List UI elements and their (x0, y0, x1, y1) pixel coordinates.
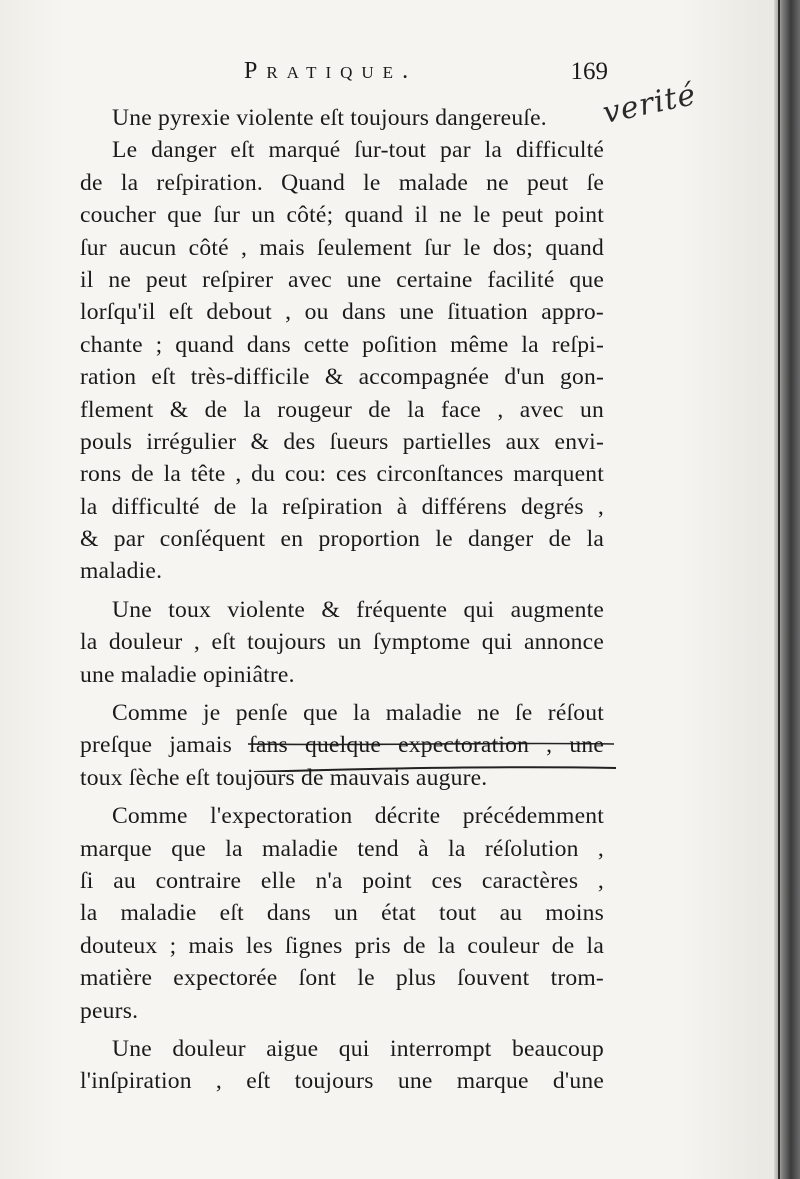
text-line: rons de la tête , du cou: ces circonſtances marquent (80, 461, 604, 488)
running-header (244, 58, 608, 94)
text-line: coucher que ſur un côté; quand il ne le peut point (80, 202, 604, 229)
page-number: 169 (570, 58, 608, 85)
text-line: lorſqu'il eſt debout , ou dans une ſituation appro- (80, 299, 604, 326)
text-line: la douleur , eſt toujours un ſymptome qui annonce (80, 629, 604, 656)
text-line: Une pyrexie violente eſt toujours dangereuſe. (112, 105, 547, 131)
text-line: la difficulté de la reſpiration à différens degrés , (80, 493, 604, 520)
text-line: toux ſèche eſt toujours de mauvais augure. (80, 764, 488, 791)
text-line: une maladie opiniâtre. (80, 661, 295, 688)
text-line: Le danger eſt marqué ſur-tout par la difficulté (112, 137, 604, 164)
text-line: il ne peut reſpirer avec une certaine facilité que (80, 266, 604, 293)
text-line: Une toux violente & fréquente qui augmente (112, 596, 604, 623)
text-line: pouls irrégulier & des ſueurs partielles aux envi- (80, 428, 604, 455)
text-line: maladie. (80, 558, 163, 585)
margin-note-text: verité (599, 77, 700, 131)
text-line: Une douleur aigue qui interrompt beaucoup (112, 1035, 604, 1062)
text-line: de la reſpiration. Quand le malade ne peut ſe (80, 169, 604, 196)
running-title: Pratique. (244, 58, 418, 84)
text-line: preſque jamais ſans quelque expectoration , une (80, 732, 604, 759)
text-line: ſur aucun côté , mais ſeulement ſur le dos; quand (80, 234, 604, 261)
text-line: chante ; quand dans cette poſition même la reſpi- (80, 331, 604, 358)
text-line: douteux ; mais les ſignes pris de la couleur de la (80, 932, 604, 959)
text-line: peurs. (80, 997, 139, 1024)
handwritten-margin-note (600, 62, 777, 156)
text-line: matière expectorée ſont le plus ſouvent trom- (80, 965, 604, 992)
text-line: ration eſt très-difficile & accompagnée d'un gon- (80, 364, 604, 391)
text-line: Comme l'expectoration décrite précédemment (112, 803, 604, 830)
text-line: flement & de la rougeur de la face , avec un (80, 396, 604, 423)
text-line: & par conſéquent en proportion le danger de la (80, 526, 604, 553)
text-line: la maladie eſt dans un état tout au moins (80, 900, 604, 927)
text-line: marque que la maladie tend à la réſolution , (80, 835, 604, 862)
text-line: l'inſpiration , eſt toujours une marque d'une (80, 1068, 604, 1095)
spine-edge (778, 0, 780, 1179)
body-text (80, 102, 604, 1098)
text-line: ſi au contraire elle n'a point ces caractères , (80, 867, 604, 894)
text-line: Comme je penſe que la maladie ne ſe réſout (112, 700, 604, 727)
